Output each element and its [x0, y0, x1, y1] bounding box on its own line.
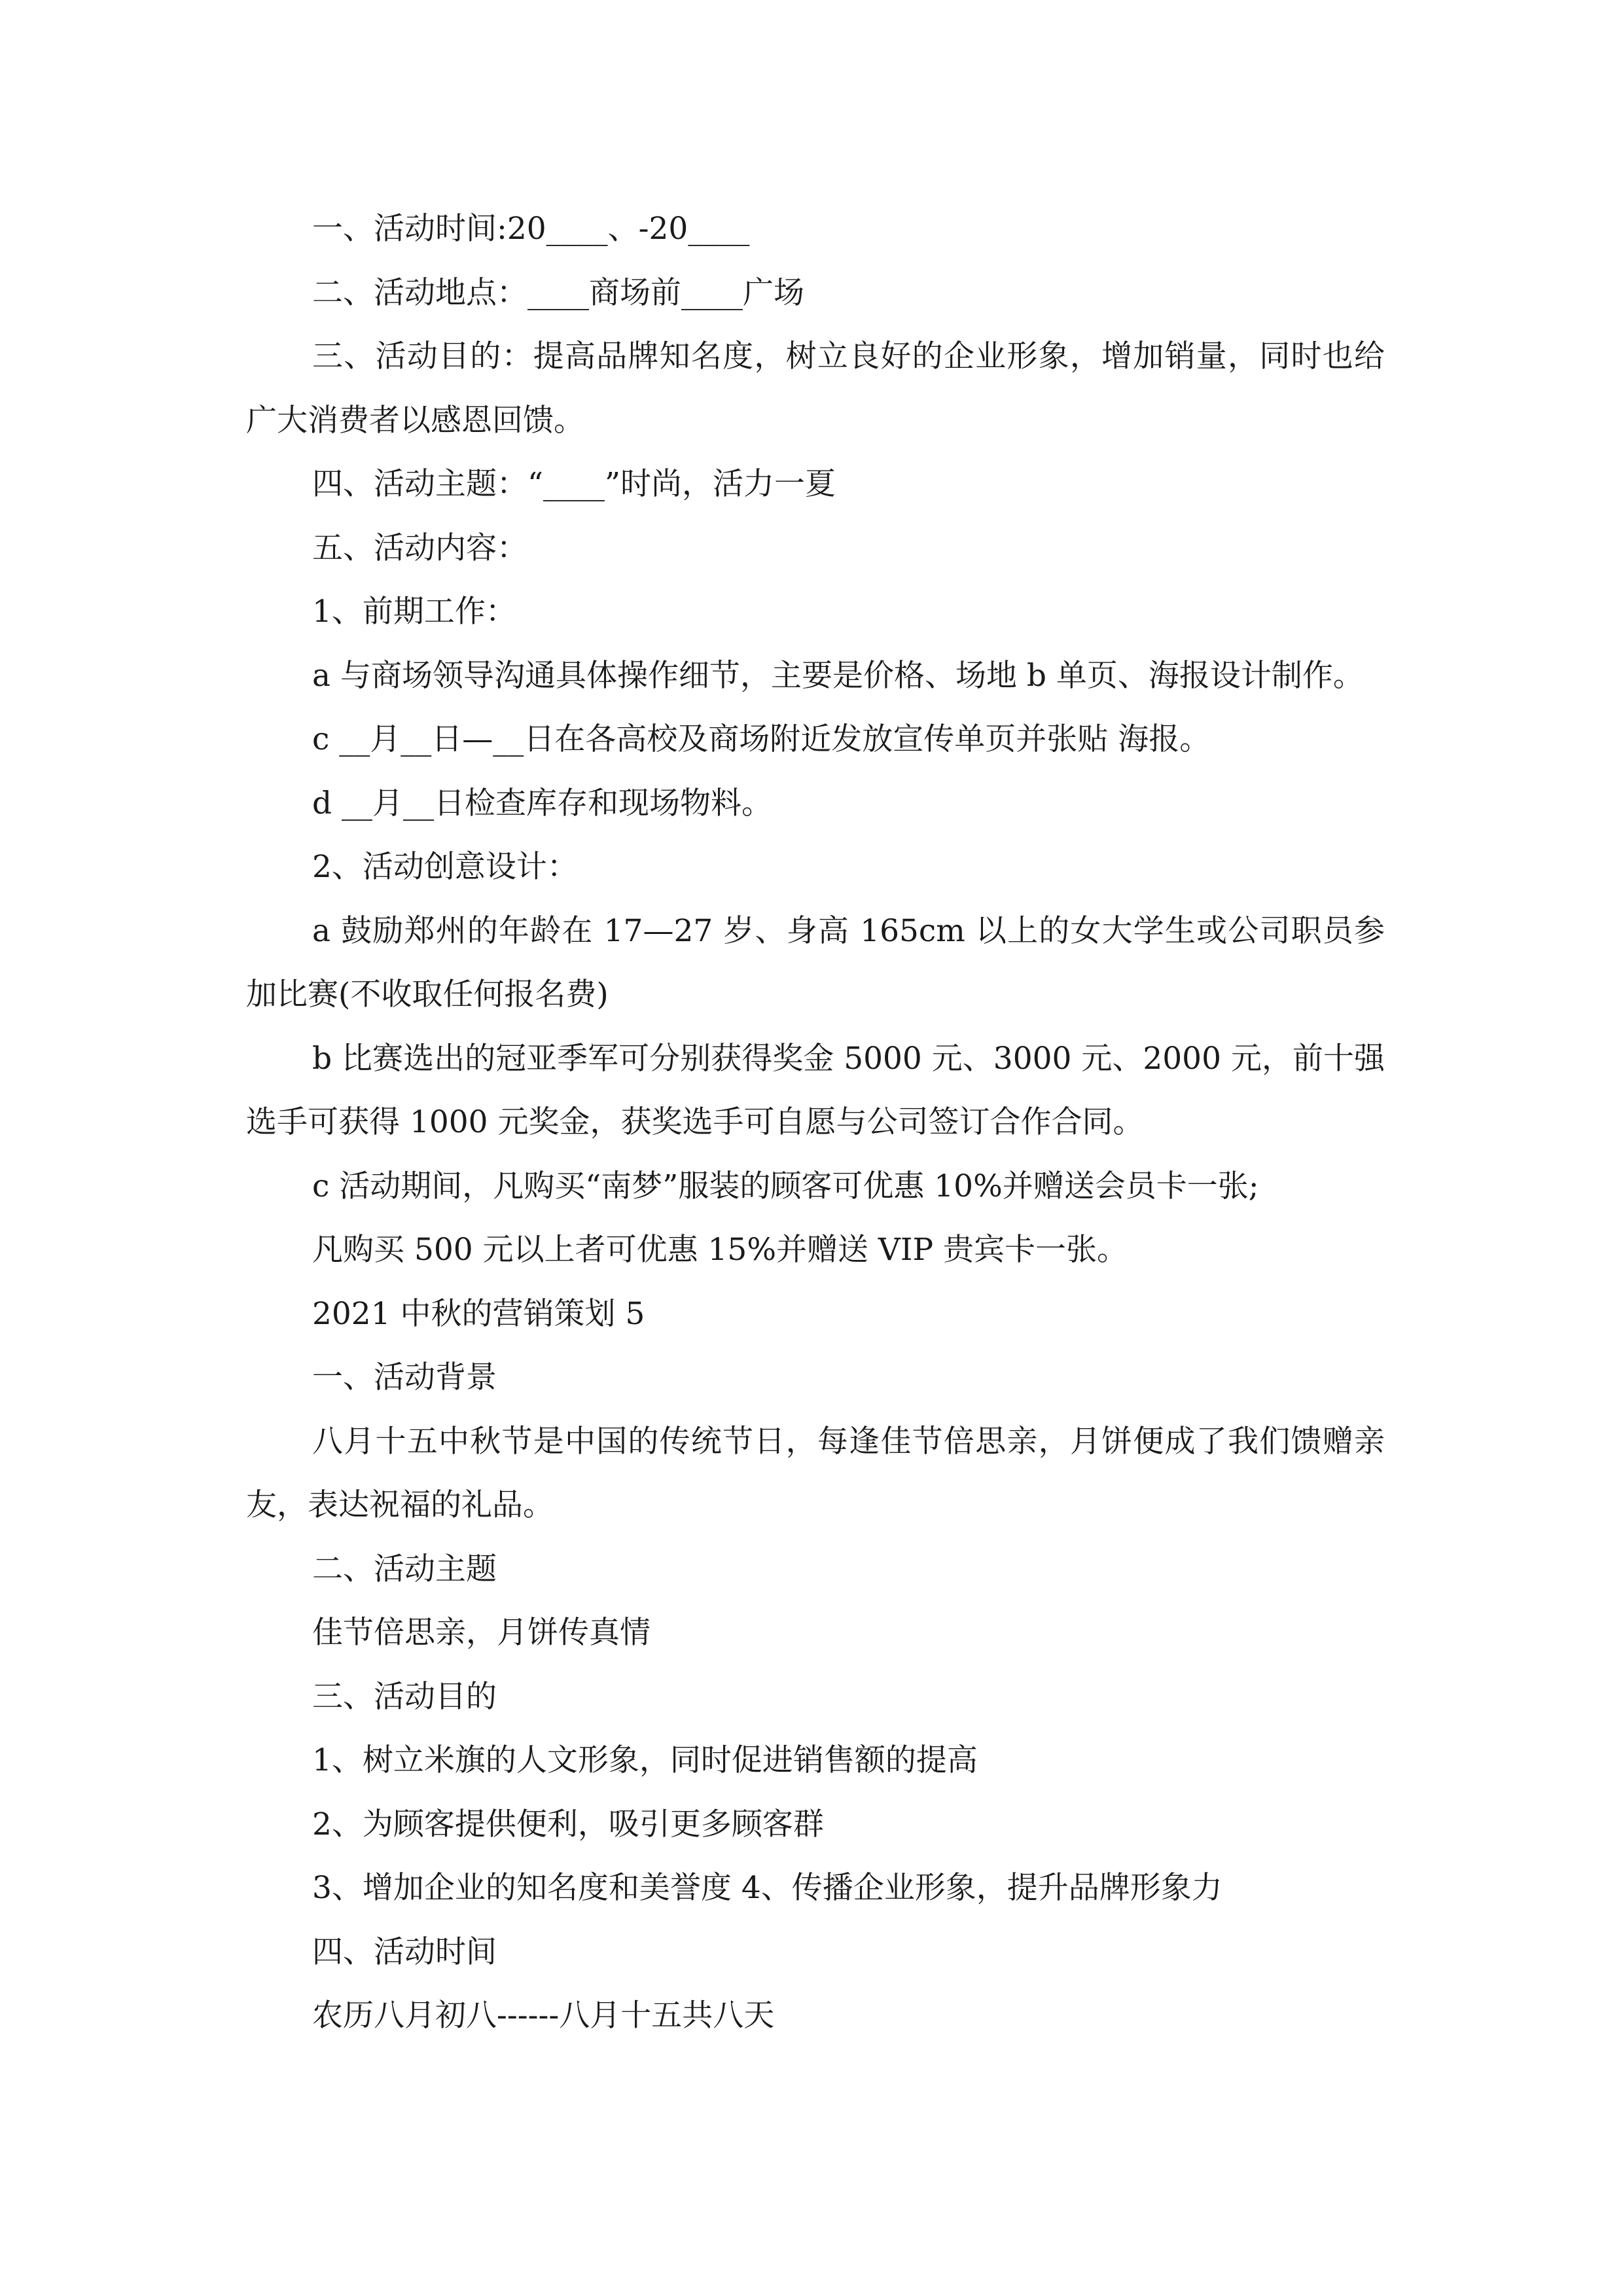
paragraph-purpose-3-4: 3、增加企业的知名度和美誉度 4、传播企业形象，提升品牌形象力	[312, 1870, 1222, 1906]
paragraph-theme-heading: 二、活动主题	[312, 1551, 497, 1587]
paragraph-creative-b: b 比赛选出的冠亚季军可分别获得奖金 5000 元、3000 元、2000 元，前十强选手可获得 1000 元奖金，获奖选手可自愿与公司签订合作合同。	[246, 1040, 1385, 1140]
paragraph-background-text: 八月十五中秋节是中国的传统节日，每逢佳节倍思亲，月饼便成了我们馈赠亲友，表达祝福的礼品。	[246, 1423, 1385, 1523]
paragraph-preparation-d: d __月__日检查库存和现场物料。	[312, 785, 773, 821]
section-title-plan-5: 2021 中秋的营销策划 5	[312, 1295, 645, 1332]
paragraph-creative-design-heading: 2、活动创意设计：	[312, 849, 578, 885]
paragraph-preparation-a: a 与商场领导沟通具体操作细节，主要是价格、场地 b 单页、海报设计制作。	[312, 657, 1364, 694]
paragraph-activity-content-heading: 五、活动内容：	[312, 529, 527, 566]
paragraph-purpose-heading: 三、活动目的	[312, 1678, 497, 1715]
paragraph-activity-location: 二、活动地点：____商场前____广场	[312, 274, 804, 311]
paragraph-purpose-2: 2、为顾客提供便利，吸引更多顾客群	[312, 1806, 824, 1842]
paragraph-creative-vip: 凡购买 500 元以上者可优惠 15%并赠送 VIP 贵宾卡一张。	[312, 1232, 1128, 1268]
paragraph-preparation-c: c __月__日—__日在各高校及商场附近发放宣传单页并张贴 海报。	[312, 721, 1211, 757]
paragraph-preparation-heading: 1、前期工作：	[312, 594, 516, 630]
paragraph-purpose-1: 1、树立米旗的人文形象，同时促进销售额的提高	[312, 1742, 978, 1778]
paragraph-background-heading: 一、活动背景	[312, 1359, 497, 1395]
paragraph-creative-a: a 鼓励郑州的年龄在 17—27 岁、身高 165cm 以上的女大学生或公司职员参加比赛(不收取任何报名费)	[246, 912, 1385, 1013]
paragraph-activity-purpose: 三、活动目的：提高品牌知名度，树立良好的企业形象，增加销量，同时也给广大消费者以感恩回馈。	[246, 338, 1385, 439]
document-body	[246, 197, 1385, 2048]
paragraph-time-text: 农历八月初八------八月十五共八天	[312, 1998, 775, 2034]
paragraph-time-heading: 四、活动时间	[312, 1933, 497, 1970]
paragraph-creative-c: c 活动期间，凡购买“南梦”服装的顾客可优惠 10%并赠送会员卡一张;	[312, 1168, 1259, 1204]
paragraph-activity-time: 一、活动时间:20____、-20____	[312, 211, 750, 247]
paragraph-activity-theme: 四、活动主题：“____”时尚，活力一夏	[312, 466, 836, 502]
paragraph-theme-text: 佳节倍思亲，月饼传真情	[312, 1615, 651, 1651]
